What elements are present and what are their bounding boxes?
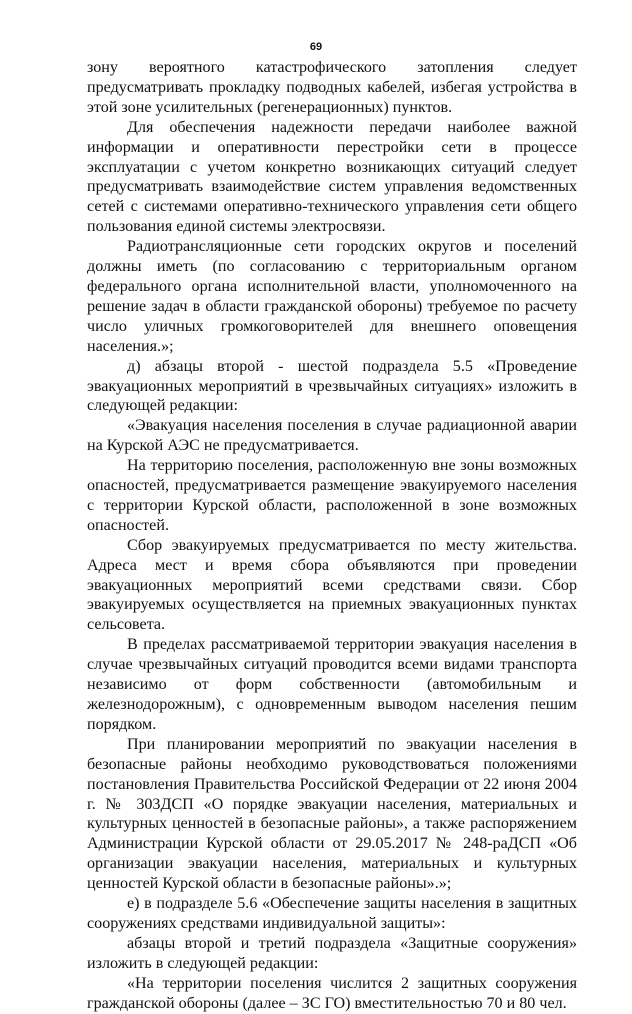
- paragraph-planning-regulations: При планировании мероприятий по эвакуации населения в безопасные районы необходимо руководствоваться положениями постановления Правительства Российской Федерации от 22 июня 2004 г. № 303ДСП «О порядке эвакуации населения, материальных и культурных ценностей в безопасные районы», а также распоряжением Администрации Курской области от 29.05.2017 № 248-раДСП «Об организации эвакуации населения, материальных и культурных ценностей Курской области в безопасные районы».»;: [87, 735, 577, 893]
- paragraph-shelter-count: «На территории поселения числится 2 защитных сооружения гражданской обороны (далее – ЗС ГО) вместительностью 70 и 80 чел.: [87, 974, 577, 1012]
- paragraph-network-reliability: Для обеспечения надежности передачи наиболее важной информации и оперативности перестройки сети в процессе эксплуатации с учетом конкретно возникающих ситуаций следует предусматривать взаимодействие систем управления ведомственных сетей с системами оперативно-технического управления сети общего пользования единой системы электросвязи.: [87, 118, 577, 236]
- page-number: 69: [309, 41, 323, 53]
- document-body: [87, 58, 577, 1014]
- paragraph-transport: В пределах рассматриваемой территории эвакуация населения в случае чрезвычайных ситуаций проводится всеми видами транспорта независимо от форм собственности (автомобильным и железнодорожным), с одновременным выводом населения пешим порядком.: [87, 636, 577, 733]
- paragraph-shelter-amendment: абзацы второй и третий подраздела «Защитные сооружения» изложить в следующей редакции:: [87, 934, 577, 972]
- paragraph-item-d: д) абзацы второй - шестой подраздела 5.5 «Проведение эвакуационных мероприятий в чрезвычайных ситуациях» изложить в следующей редакции:: [87, 357, 577, 415]
- paragraph-radio-broadcast: Радиотрансляционные сети городских округов и поселений должны иметь (по согласованию с территориальным органом федерального органа исполнительной власти, уполномоченного на решение задач в области гражданской обороны) требуемое по расчету число уличных громкоговорителей для внешнего оповещения населения.»;: [87, 238, 577, 355]
- paragraph-evacuee-placement: На территорию поселения, расположенную вне зоны возможных опасностей, предусматривается размещение эвакуируемого населения с территории Курской области, расположенной в зоне возможных опасностей.: [87, 457, 577, 534]
- paragraph-item-e: е) в подразделе 5.6 «Обеспечение защиты населения в защитных сооружениях средствами индивидуальной защиты»:: [87, 895, 577, 932]
- paragraph-flood-zone-continuation: зону вероятного катастрофического затопления следует предусматривать прокладку подводных кабелей, избегая устройства в этой зоне усилительных (регенерационных) пунктов.: [87, 59, 577, 116]
- paragraph-evacuee-assembly: Сбор эвакуируемых предусматривается по месту жительства. Адреса мест и время сбора объявляются при проведении эвакуационных мероприятий всеми средствами связи. Сбор эвакуируемых осуществляется на приемных эвакуационных пунктах сельсовета.: [87, 536, 577, 634]
- paragraph-evacuation-npp: «Эвакуация населения поселения в случае радиационной аварии на Курской АЭС не предусматривается.: [87, 417, 577, 455]
